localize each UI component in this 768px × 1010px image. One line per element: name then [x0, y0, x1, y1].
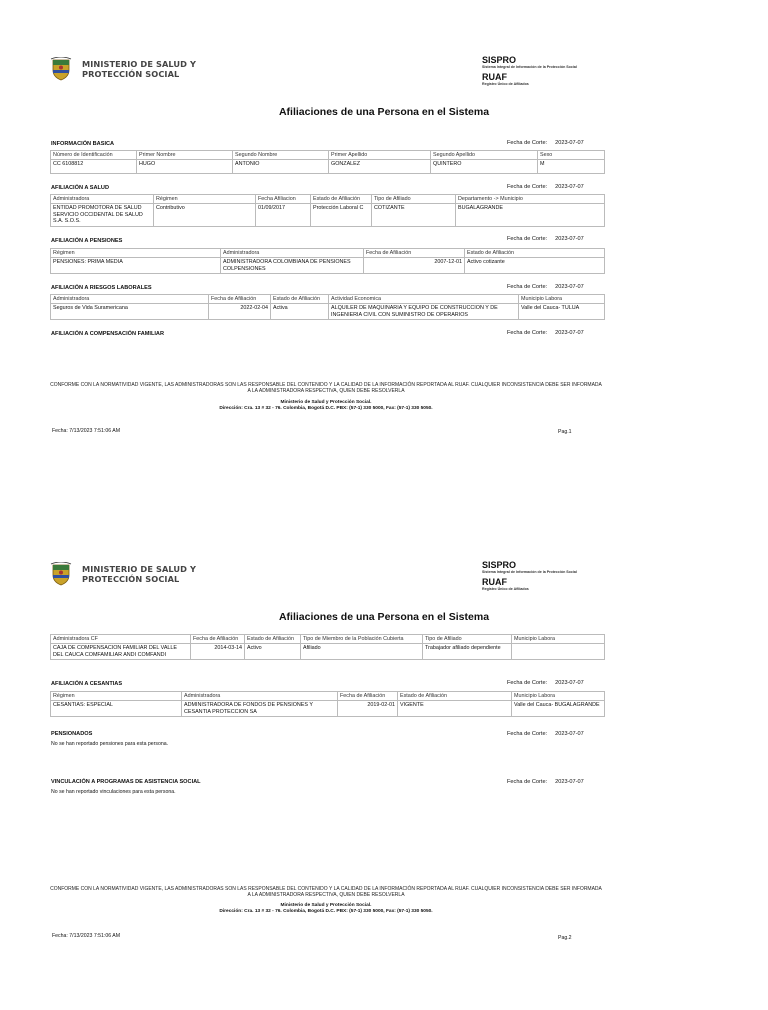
pensionados-note: No se han reportado pensiones para esta persona.	[51, 741, 169, 747]
ministry-logo	[50, 56, 202, 82]
fecha-corte-compensacion: Fecha de Corte: 2023-07-07	[507, 330, 584, 336]
sispro-subtitle: Sistema Integral de Información de la Protección Social	[482, 570, 577, 574]
section-title-basica: INFORMACIÓN BASICA	[51, 141, 115, 147]
address-block	[50, 400, 602, 412]
fecha-corte-riesgos: Fecha de Corte: 2023-07-07	[507, 284, 584, 290]
ruaf-label: RUAF	[482, 72, 507, 82]
table-header-row: Administradora Régimen Fecha Afiliacion Estado de Afiliación Tipo de Afiliado Departamento -> Municipio	[51, 195, 605, 204]
section-title-compensacion: AFILIACIÓN A COMPENSACIÓN FAMILIAR	[51, 331, 165, 337]
sispro-label: SISPRO	[482, 560, 517, 570]
disclaimer-text: CONFORME CON LA NORMATIVIDAD VIGENTE, LAS ADMINISTRADORAS SON LAS RESPONSABLE DEL CONTENIDO Y LA CALIDAD DE LA INFORMACIÓN REPORTADA AL RUAF. CUALQUIER INCONSISTENCIA DEBE SER INFORMADA A LA ADMINISTRADORA RESPECTIVA, QUIEN DEBE RESOLVERLA	[50, 886, 602, 898]
table-row: Seguros de Vida Suramericana 2022-02-04 Activa ALQUILER DE MAQUINARIA Y EQUIPO DE CONSTRUCCION Y DE INGENIERIA CIVIL CON SUMINISTRO DE OPERARIOS Valle del Cauca- TULUA	[51, 304, 605, 320]
address-line-1: Ministerio de Salud y Protección Social.	[280, 903, 372, 908]
table-row: PENSIONES: PRIMA MEDIA ADMINISTRADORA COLOMBIANA DE PENSIONES COLPENSIONES 2007-12-01 Activo cotizante	[51, 258, 605, 274]
fecha-corte-pensiones: Fecha de Corte: 2023-07-07	[507, 236, 584, 242]
table-header-row: Régimen Administradora Fecha de Afiliación Estado de Afiliación Municipio Labora	[51, 692, 605, 701]
table-pensiones	[50, 248, 605, 274]
section-title-riesgos: AFILIACIÓN A RIESGOS LABORALES	[51, 285, 152, 291]
section-title-cesantias: AFILIACIÓN A CESANTIAS	[51, 681, 123, 687]
address-line-1: Ministerio de Salud y Protección Social.	[280, 400, 372, 405]
sispro-logo	[482, 560, 577, 592]
table-header-row: Administradora Fecha de Afiliación Estado de Afiliación Actividad Economica Municipio Labora	[51, 295, 605, 304]
disclaimer-text: CONFORME CON LA NORMATIVIDAD VIGENTE, LAS ADMINISTRADORAS SON LAS RESPONSABLE DEL CONTENIDO Y LA CALIDAD DE LA INFORMACIÓN REPORTADA AL RUAF. CUALQUIER INCONSISTENCIA DEBE SER INFORMADA A LA ADMINISTRADORA RESPECTIVA, QUIEN DEBE RESOLVERLA	[50, 382, 602, 394]
page-title: Afiliaciones de una Persona en el Sistema	[278, 106, 490, 118]
fecha-corte-salud: Fecha de Corte: 2023-07-07	[507, 184, 584, 190]
page-number: Pag.2	[558, 935, 572, 941]
sispro-logo	[482, 55, 577, 87]
table-cesantias	[50, 691, 605, 717]
table-header-row: Régimen Administradora Fecha de Afiliación Estado de Afiliación	[51, 249, 605, 258]
sispro-subtitle: Sistema Integral de Información de la Protección Social	[482, 65, 577, 69]
table-compensacion	[50, 634, 605, 660]
ministry-line-1: MINISTERIO DE SALUD Y	[82, 59, 197, 69]
table-row: CESANTIAS: ESPECIAL ADMINISTRADORA DE FONDOS DE PENSIONES Y CESANTIA PROTECCION SA 2019-02-01 VIGENTE Valle del Cauca- BUGALAGRANDE	[51, 701, 605, 717]
ministry-line-2: PROTECCIÓN SOCIAL	[82, 69, 180, 79]
ministry-logo	[50, 561, 202, 587]
table-row: ENTIDAD PROMOTORA DE SALUD SERVICIO OCCIDENTAL DE SALUD S.A. S.O.S. Contributivo 01/09/2017 Protección Laboral C COTIZANTE BUGALAGRANDE	[51, 204, 605, 226]
address-line-2: Dirección: Cra. 13 # 32 - 76. Colombia, Bogotá D.C. PBX: (57-1) 330 5000, Fax: (57-1) 330 5050.	[219, 406, 433, 411]
table-row: CC 6108812 HUGO ANTONIO GONZALEZ QUINTERO M	[51, 160, 605, 174]
table-basica	[50, 150, 605, 174]
fecha-corte-basica: Fecha de Corte: 2023-07-07	[507, 140, 584, 146]
sispro-label: SISPRO	[482, 55, 517, 65]
table-header-row: Administradora CF Fecha de Afiliación Estado de Afiliación Tipo de Miembro de la Población Cubierta Tipo de Afiliado Municipio Labora	[51, 635, 605, 644]
section-title-asistencia: VINCULACIÓN A PROGRAMAS DE ASISTENCIA SOCIAL	[51, 779, 201, 785]
ruaf-label: RUAF	[482, 577, 507, 587]
colombia-crest-icon	[50, 57, 72, 81]
fecha-corte-asistencia: Fecha de Corte: 2023-07-07	[507, 779, 584, 785]
table-riesgos	[50, 294, 605, 320]
table-salud	[50, 194, 605, 227]
print-date: Fecha: 7/13/2023 7:51:06 AM	[52, 933, 121, 939]
ruaf-subtitle: Registro Único de Afiliados	[482, 587, 529, 591]
ministry-line-1: MINISTERIO DE SALUD Y	[82, 564, 197, 574]
ministry-name	[82, 564, 196, 584]
asistencia-note: No se han reportado vinculaciones para esta persona.	[51, 789, 176, 795]
ruaf-subtitle: Registro Único de Afiliados	[482, 82, 529, 86]
section-title-salud: AFILIACIÓN A SALUD	[51, 185, 110, 191]
ministry-line-2: PROTECCIÓN SOCIAL	[82, 574, 180, 584]
address-block	[50, 903, 602, 915]
print-date: Fecha: 7/13/2023 7:51:06 AM	[52, 428, 121, 434]
table-header-row: Número de Identificación Primer Nombre Segundo Nombre Primer Apellido Segundo Apellido Sexo	[51, 151, 605, 160]
address-line-2: Dirección: Cra. 13 # 32 - 76. Colombia, Bogotá D.C. PBX: (57-1) 330 5000, Fax: (57-1) 330 5050.	[219, 909, 433, 914]
table-row: CAJA DE COMPENSACION FAMILIAR DEL VALLE DEL CAUCA COMFAMILIAR ANDI COMFANDI 2014-03-14 Activo Afiliado Trabajador afiliado dependiente	[51, 644, 605, 660]
page-2	[0, 505, 768, 1010]
ministry-name	[82, 59, 196, 79]
fecha-corte-pensionados: Fecha de Corte: 2023-07-07	[507, 731, 584, 737]
section-title-pensionados: PENSIONADOS	[51, 731, 93, 737]
colombia-crest-icon	[50, 562, 72, 586]
fecha-corte-cesantias: Fecha de Corte: 2023-07-07	[507, 680, 584, 686]
page-number: Pag.1	[558, 429, 572, 435]
page-title: Afiliaciones de una Persona en el Sistema	[278, 611, 490, 623]
section-title-pensiones: AFILIACIÓN A PENSIONES	[51, 238, 123, 244]
